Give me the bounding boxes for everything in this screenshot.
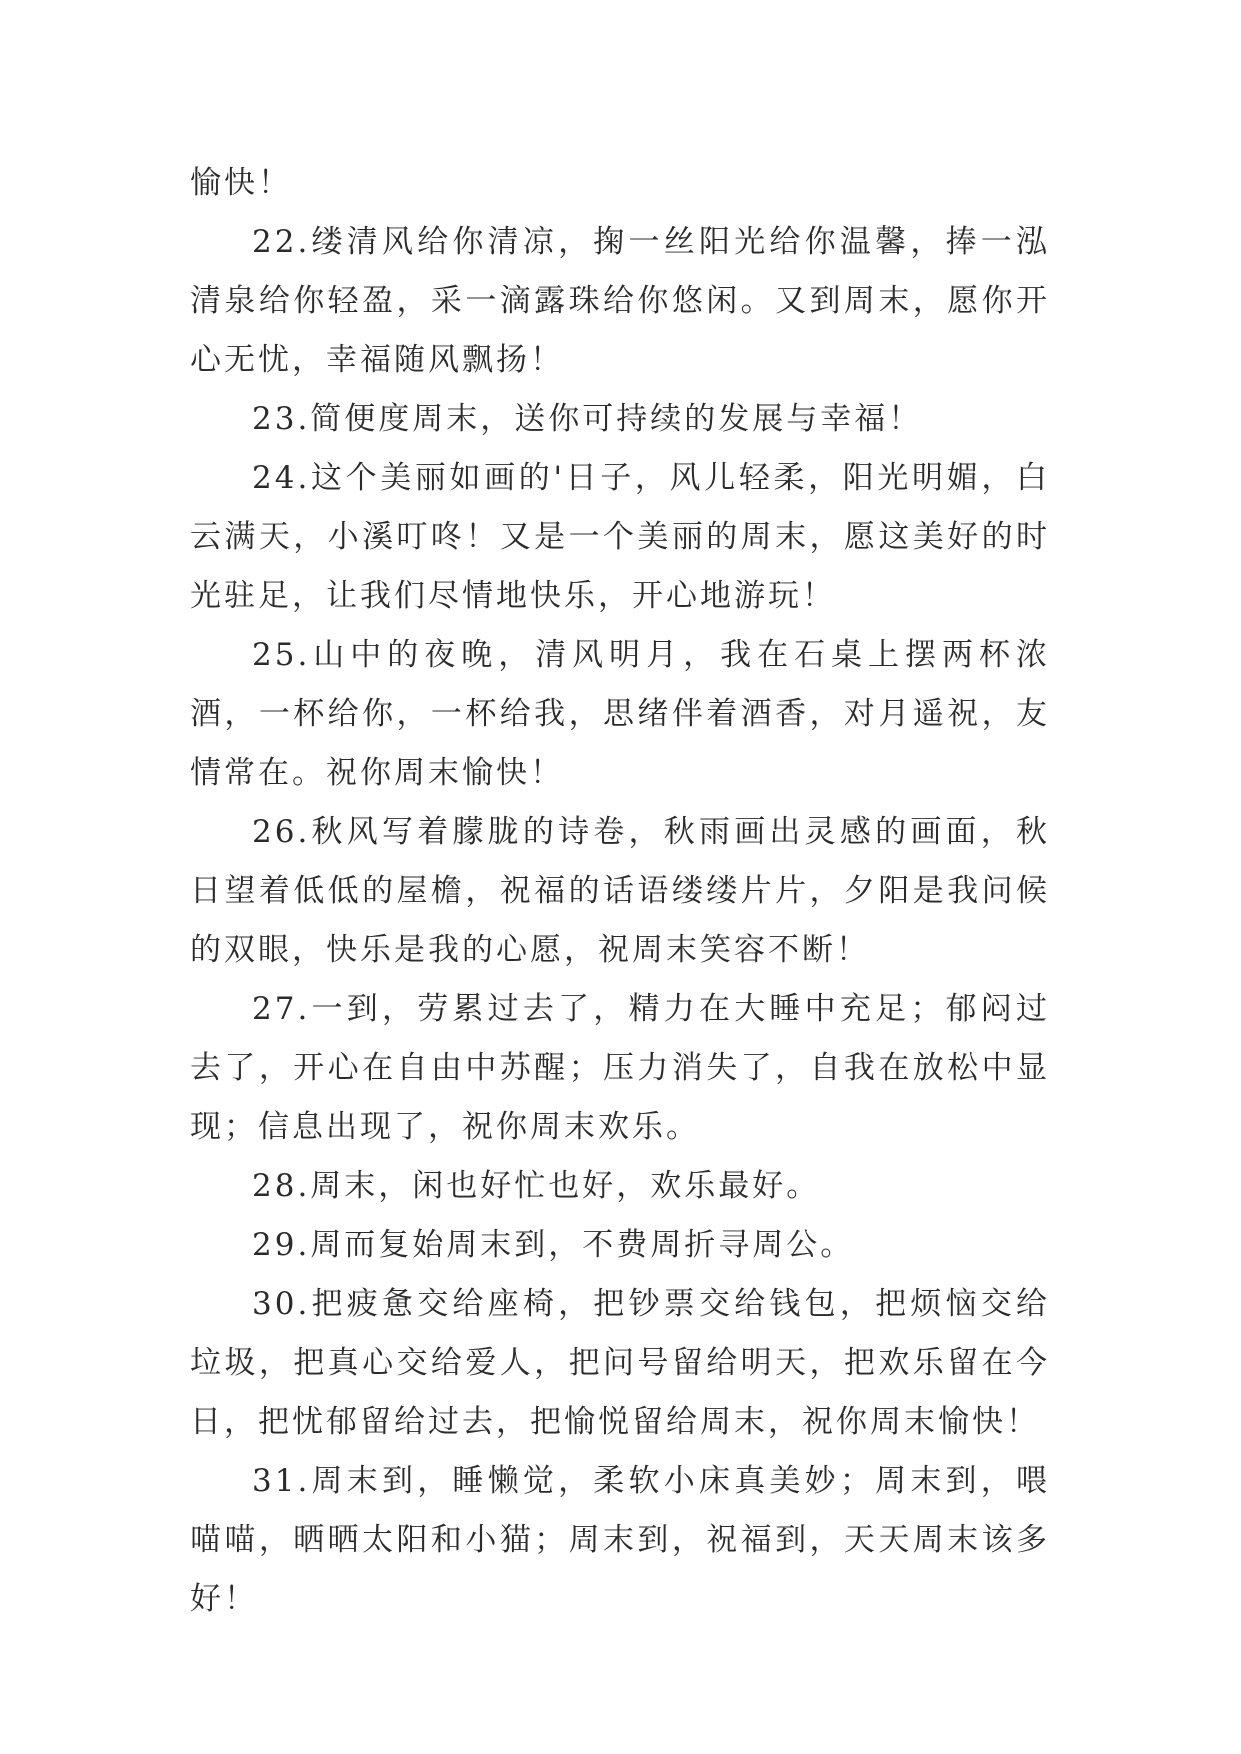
paragraph-continuation: 愉快！ <box>190 165 292 201</box>
paragraph-24: 24.这个美丽如画的'日子，风儿轻柔，阳光明媚，白云满天，小溪叮咚！又是一个美丽的周末，愿这美好的时光驻足，让我们尽情地快乐，开心地游玩！ <box>190 460 1050 614</box>
paragraph-27: 27.一到，劳累过去了，精力在大睡中充足；郁闷过去了，开心在自由中苏醒；压力消失了，自我在放松中显现；信息出现了，祝你周末欢乐。 <box>190 991 1050 1145</box>
paragraph-30: 30.把疲惫交给座椅，把钞票交给钱包，把烦恼交给垃圾，把真心交给爱人，把问号留给明天，把欢乐留在今日，把忧郁留给过去，把愉悦留给周末，祝你周末愉快！ <box>190 1286 1050 1440</box>
paragraph-31: 31.周末到，睡懒觉，柔软小床真美妙；周末到，喂喵喵，晒晒太阳和小猫；周末到，祝福到，天天周末该多好！ <box>190 1463 1050 1617</box>
paragraph-28: 28.周末，闲也好忙也好，欢乐最好。 <box>252 1168 821 1204</box>
paragraph-23: 23.简便度周末，送你可持续的发展与幸福！ <box>252 401 923 437</box>
document-body <box>190 154 1050 1629</box>
paragraph-29: 29.周而复始周末到，不费周折寻周公。 <box>252 1227 855 1263</box>
paragraph-25: 25.山中的夜晚，清风明月，我在石桌上摆两杯浓酒，一杯给你，一杯给我，思绪伴着酒香，对月遥祝，友情常在。祝你周末愉快！ <box>190 637 1050 791</box>
paragraph-22: 22.缕清风给你清凉，掬一丝阳光给你温馨，捧一泓清泉给你轻盈，采一滴露珠给你悠闲。又到周末，愿你开心无忧，幸福随风飘扬！ <box>190 224 1050 378</box>
paragraph-26: 26.秋风写着朦胧的诗卷，秋雨画出灵感的画面，秋日望着低低的屋檐，祝福的话语缕缕片片，夕阳是我问候的双眼，快乐是我的心愿，祝周末笑容不断！ <box>190 814 1050 968</box>
